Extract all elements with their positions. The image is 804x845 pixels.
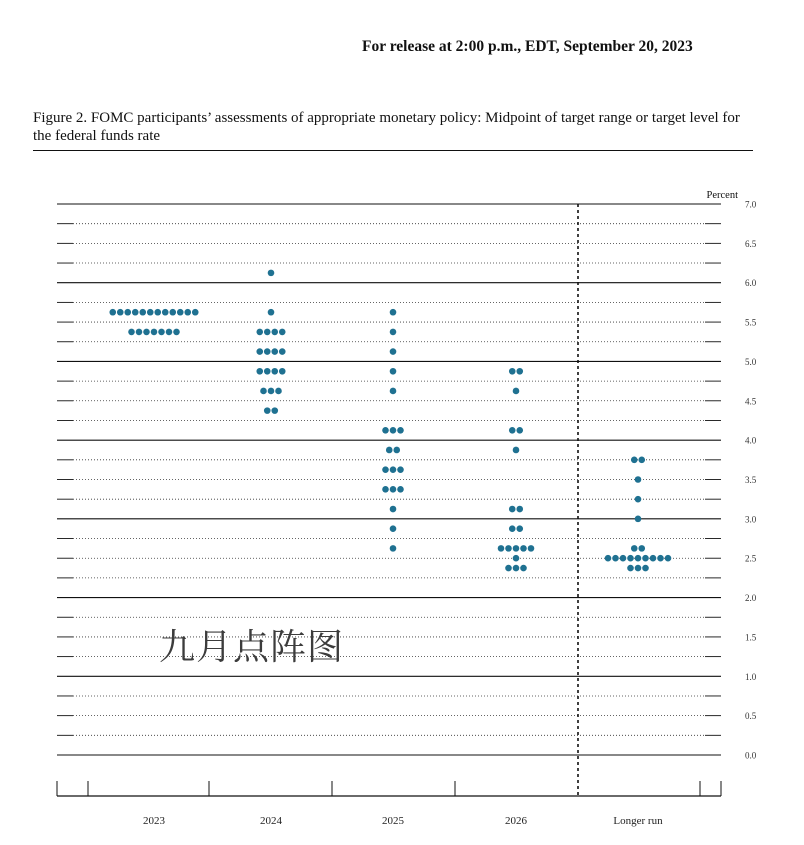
- y-tick-label: 2.5: [745, 553, 757, 564]
- dot-point: [128, 329, 135, 336]
- dot-point: [516, 368, 523, 375]
- dot-point: [177, 309, 184, 316]
- dot-point: [513, 447, 520, 454]
- y-tick-label: 0.5: [745, 711, 757, 722]
- y-tick-label: 2.0: [745, 593, 757, 604]
- dot-point: [505, 545, 512, 552]
- dot-point: [513, 545, 520, 552]
- dot-point: [516, 427, 523, 434]
- x-category-label: 2024: [260, 815, 282, 827]
- dot-point: [166, 329, 173, 336]
- dot-point: [516, 525, 523, 532]
- dot-point: [509, 368, 516, 375]
- dot-point: [169, 309, 176, 316]
- dot-point: [605, 555, 612, 562]
- dot-point: [143, 329, 150, 336]
- dot-point: [620, 555, 627, 562]
- y-tick-label: 7.0: [745, 199, 757, 210]
- dot-point: [184, 309, 191, 316]
- dot-point: [631, 545, 638, 552]
- dot-point: [173, 329, 180, 336]
- x-category-label: 2025: [382, 815, 404, 827]
- y-tick-label: 3.0: [745, 514, 757, 525]
- dot-point: [631, 457, 638, 464]
- y-tick-label: 1.0: [745, 671, 757, 682]
- dot-point: [390, 388, 397, 395]
- y-tick-label: 1.5: [745, 632, 757, 643]
- dot-point: [390, 466, 397, 473]
- dot-point: [650, 555, 657, 562]
- dot-point: [513, 555, 520, 562]
- dot-point: [509, 525, 516, 532]
- y-tick-label: 6.5: [745, 238, 757, 249]
- y-tick-labels: [745, 200, 757, 761]
- dot-point: [279, 348, 286, 355]
- dot-point: [520, 545, 527, 552]
- y-axis-label: Percent: [706, 190, 738, 201]
- grid-lines: [57, 204, 721, 755]
- dot-point: [279, 329, 286, 336]
- y-tick-label: 0.0: [745, 750, 757, 761]
- dot-point: [147, 309, 154, 316]
- dot-point: [393, 447, 400, 454]
- dot-point: [264, 329, 271, 336]
- dot-point: [612, 555, 619, 562]
- dot-point: [390, 368, 397, 375]
- dot-point: [279, 368, 286, 375]
- watermark-text: 九月点阵图: [159, 627, 345, 668]
- dot-point: [132, 309, 139, 316]
- dot-point: [124, 309, 131, 316]
- dot-point: [256, 329, 263, 336]
- dot-point: [509, 506, 516, 513]
- dot-point: [136, 329, 143, 336]
- dot-point: [390, 545, 397, 552]
- dot-point: [139, 309, 146, 316]
- dot-point: [390, 329, 397, 336]
- dot-point: [151, 329, 158, 336]
- release-notice: For release at 2:00 p.m., EDT, September 20, 2023: [362, 38, 693, 55]
- y-tick-label: 5.5: [745, 317, 757, 328]
- dot-point: [635, 555, 642, 562]
- dot-point: [390, 427, 397, 434]
- y-tick-label: 3.5: [745, 475, 757, 485]
- y-tick-label: 4.0: [745, 435, 757, 446]
- dot-point: [256, 368, 263, 375]
- dot-point: [264, 407, 271, 414]
- dot-point: [635, 516, 642, 523]
- dot-point: [154, 309, 161, 316]
- dot-point: [382, 486, 389, 493]
- dot-point: [390, 506, 397, 513]
- x-category-label: Longer run: [613, 815, 663, 827]
- y-tick-label: 6.0: [745, 278, 757, 289]
- dot-point: [397, 486, 404, 493]
- dot-point: [382, 427, 389, 434]
- dot-point: [260, 388, 267, 395]
- dot-point: [638, 457, 645, 464]
- dot-point: [268, 270, 275, 277]
- dot-point: [390, 309, 397, 316]
- dot-point: [192, 309, 199, 316]
- dot-point: [638, 545, 645, 552]
- dot-point: [657, 555, 664, 562]
- dot-point: [665, 555, 672, 562]
- dot-point: [516, 506, 523, 513]
- dot-point: [390, 486, 397, 493]
- dot-point: [390, 348, 397, 355]
- dot-point: [256, 348, 263, 355]
- y-tick-label: 5.0: [745, 356, 757, 367]
- dot-point: [397, 466, 404, 473]
- dot-point: [109, 309, 116, 316]
- dot-point: [271, 348, 278, 355]
- dot-point: [397, 427, 404, 434]
- dot-point: [509, 427, 516, 434]
- dot-point: [264, 368, 271, 375]
- dot-point: [635, 496, 642, 503]
- dot-point: [635, 565, 642, 572]
- dot-point: [271, 407, 278, 414]
- dot-point: [271, 368, 278, 375]
- x-category-label: 2023: [143, 815, 165, 827]
- dot-point: [268, 388, 275, 395]
- dot-point: [268, 309, 275, 316]
- dot-point: [162, 309, 169, 316]
- dot-point: [627, 555, 634, 562]
- dot-point: [642, 555, 649, 562]
- y-tick-label: 4.5: [745, 396, 757, 407]
- dot-point: [117, 309, 124, 316]
- dot-point: [635, 476, 642, 483]
- dot-point: [627, 565, 634, 572]
- dot-point: [498, 545, 505, 552]
- dot-point: [390, 525, 397, 532]
- chart-frame: [57, 204, 721, 796]
- dot-point: [271, 329, 278, 336]
- dot-point: [513, 565, 520, 572]
- dot-point: [386, 447, 393, 454]
- dot-point: [264, 348, 271, 355]
- dot-point: [505, 565, 512, 572]
- dot-point: [513, 388, 520, 395]
- dot-point: [520, 565, 527, 572]
- dot-point: [528, 545, 535, 552]
- x-category-labels: [143, 815, 663, 827]
- figure-caption: Figure 2. FOMC participants’ assessments of appropriate monetary policy: Midpoint of target range or target level for the federal funds rate: [33, 110, 740, 144]
- dot-point: [158, 329, 165, 336]
- dot-point: [275, 388, 282, 395]
- x-category-label: 2026: [505, 815, 527, 827]
- dot-point: [642, 565, 649, 572]
- dot-point: [382, 466, 389, 473]
